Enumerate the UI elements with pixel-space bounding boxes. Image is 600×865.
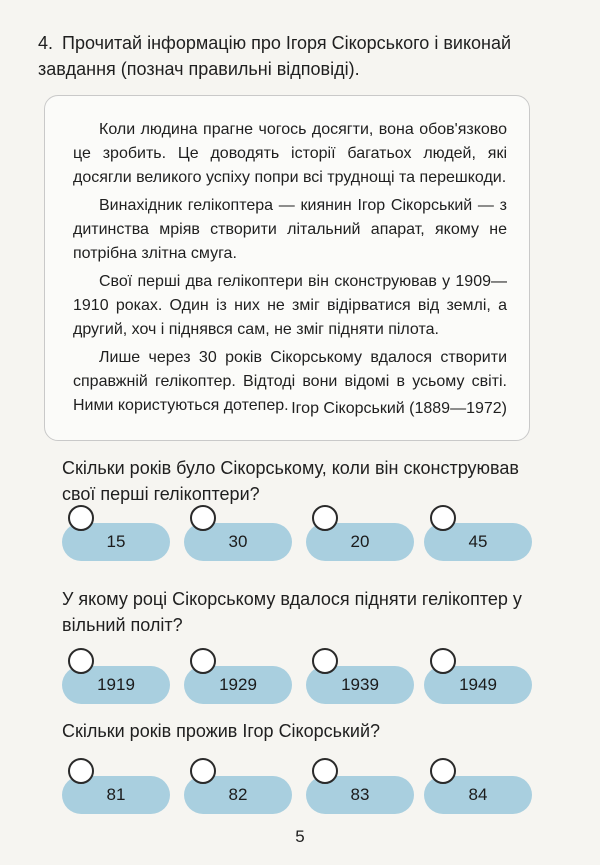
answer-checkbox[interactable] xyxy=(430,758,456,784)
answer-option[interactable] xyxy=(306,648,414,704)
answer-checkbox[interactable] xyxy=(430,505,456,531)
answer-label: 84 xyxy=(424,776,532,814)
page-number: 5 xyxy=(295,827,305,846)
answer-checkbox[interactable] xyxy=(68,505,94,531)
task-number: 4. xyxy=(38,33,54,53)
answer-checkbox[interactable] xyxy=(312,648,338,674)
answer-checkbox[interactable] xyxy=(430,648,456,674)
answer-label: 45 xyxy=(424,523,532,561)
answer-option[interactable] xyxy=(424,505,532,561)
answer-label: 1949 xyxy=(424,666,532,704)
answer-option[interactable] xyxy=(62,648,170,704)
answers-1 xyxy=(62,505,532,565)
answer-label: 1929 xyxy=(184,666,292,704)
info-paragraph: Лише через 30 років Сікорському вдалося створити справжній гелікоптер. Відтоді вони відомі в усьому світі. Ними користуються дотепер. xyxy=(73,349,507,414)
question-1: Скільки років було Сікорському, коли він сконструював свої перші гелікоптери? xyxy=(62,458,519,504)
answer-option[interactable] xyxy=(184,648,292,704)
question-3: Скільки років прожив Ігор Сікорський? xyxy=(62,721,381,741)
info-paragraph: Свої перші два гелікоптери він сконструював у 1909—1910 роках. Один із них не зміг відірватися від землі, а другий, хоч і піднявся сам, не зміг підняти пілота. xyxy=(73,273,507,338)
answers-2 xyxy=(62,648,532,708)
answer-checkbox[interactable] xyxy=(68,648,94,674)
answer-option[interactable] xyxy=(424,648,532,704)
answer-option[interactable] xyxy=(306,758,414,814)
info-caption: Ігор Сікорський (1889—1972) xyxy=(291,400,507,417)
answer-checkbox[interactable] xyxy=(312,505,338,531)
task-title xyxy=(38,30,558,82)
answer-option[interactable] xyxy=(184,758,292,814)
question-2: У якому році Сікорському вдалося підняти гелікоптер у вільний політ? xyxy=(62,589,522,635)
answer-option[interactable] xyxy=(62,758,170,814)
answers-3 xyxy=(62,758,532,818)
answer-label: 83 xyxy=(306,776,414,814)
answer-option[interactable] xyxy=(424,758,532,814)
info-paragraph: Винахідник гелікоптера — киянин Ігор Сікорський — з дитинства мріяв створити літальний апарат, якому не потрібна злітна смуга. xyxy=(73,197,507,262)
answer-option[interactable] xyxy=(62,505,170,561)
answer-checkbox[interactable] xyxy=(312,758,338,784)
info-box xyxy=(44,95,530,441)
answer-label: 1919 xyxy=(62,666,170,704)
answer-checkbox[interactable] xyxy=(68,758,94,784)
answer-label: 15 xyxy=(62,523,170,561)
answer-label: 30 xyxy=(184,523,292,561)
answer-label: 1939 xyxy=(306,666,414,704)
answer-label: 81 xyxy=(62,776,170,814)
task-instruction: Прочитай інформацію про Ігоря Сікорського і виконай завдання (познач правильні відповіді). xyxy=(38,33,512,79)
answer-checkbox[interactable] xyxy=(190,505,216,531)
answer-label: 20 xyxy=(306,523,414,561)
answer-option[interactable] xyxy=(184,505,292,561)
info-paragraph: Коли людина прагне чогось досягти, вона обов'язково це зробить. Це доводять історії багатьох людей, які досягли великого успіху попри всі труднощі та перешкоди. xyxy=(73,121,507,186)
answer-label: 82 xyxy=(184,776,292,814)
answer-option[interactable] xyxy=(306,505,414,561)
answer-checkbox[interactable] xyxy=(190,648,216,674)
answer-checkbox[interactable] xyxy=(190,758,216,784)
